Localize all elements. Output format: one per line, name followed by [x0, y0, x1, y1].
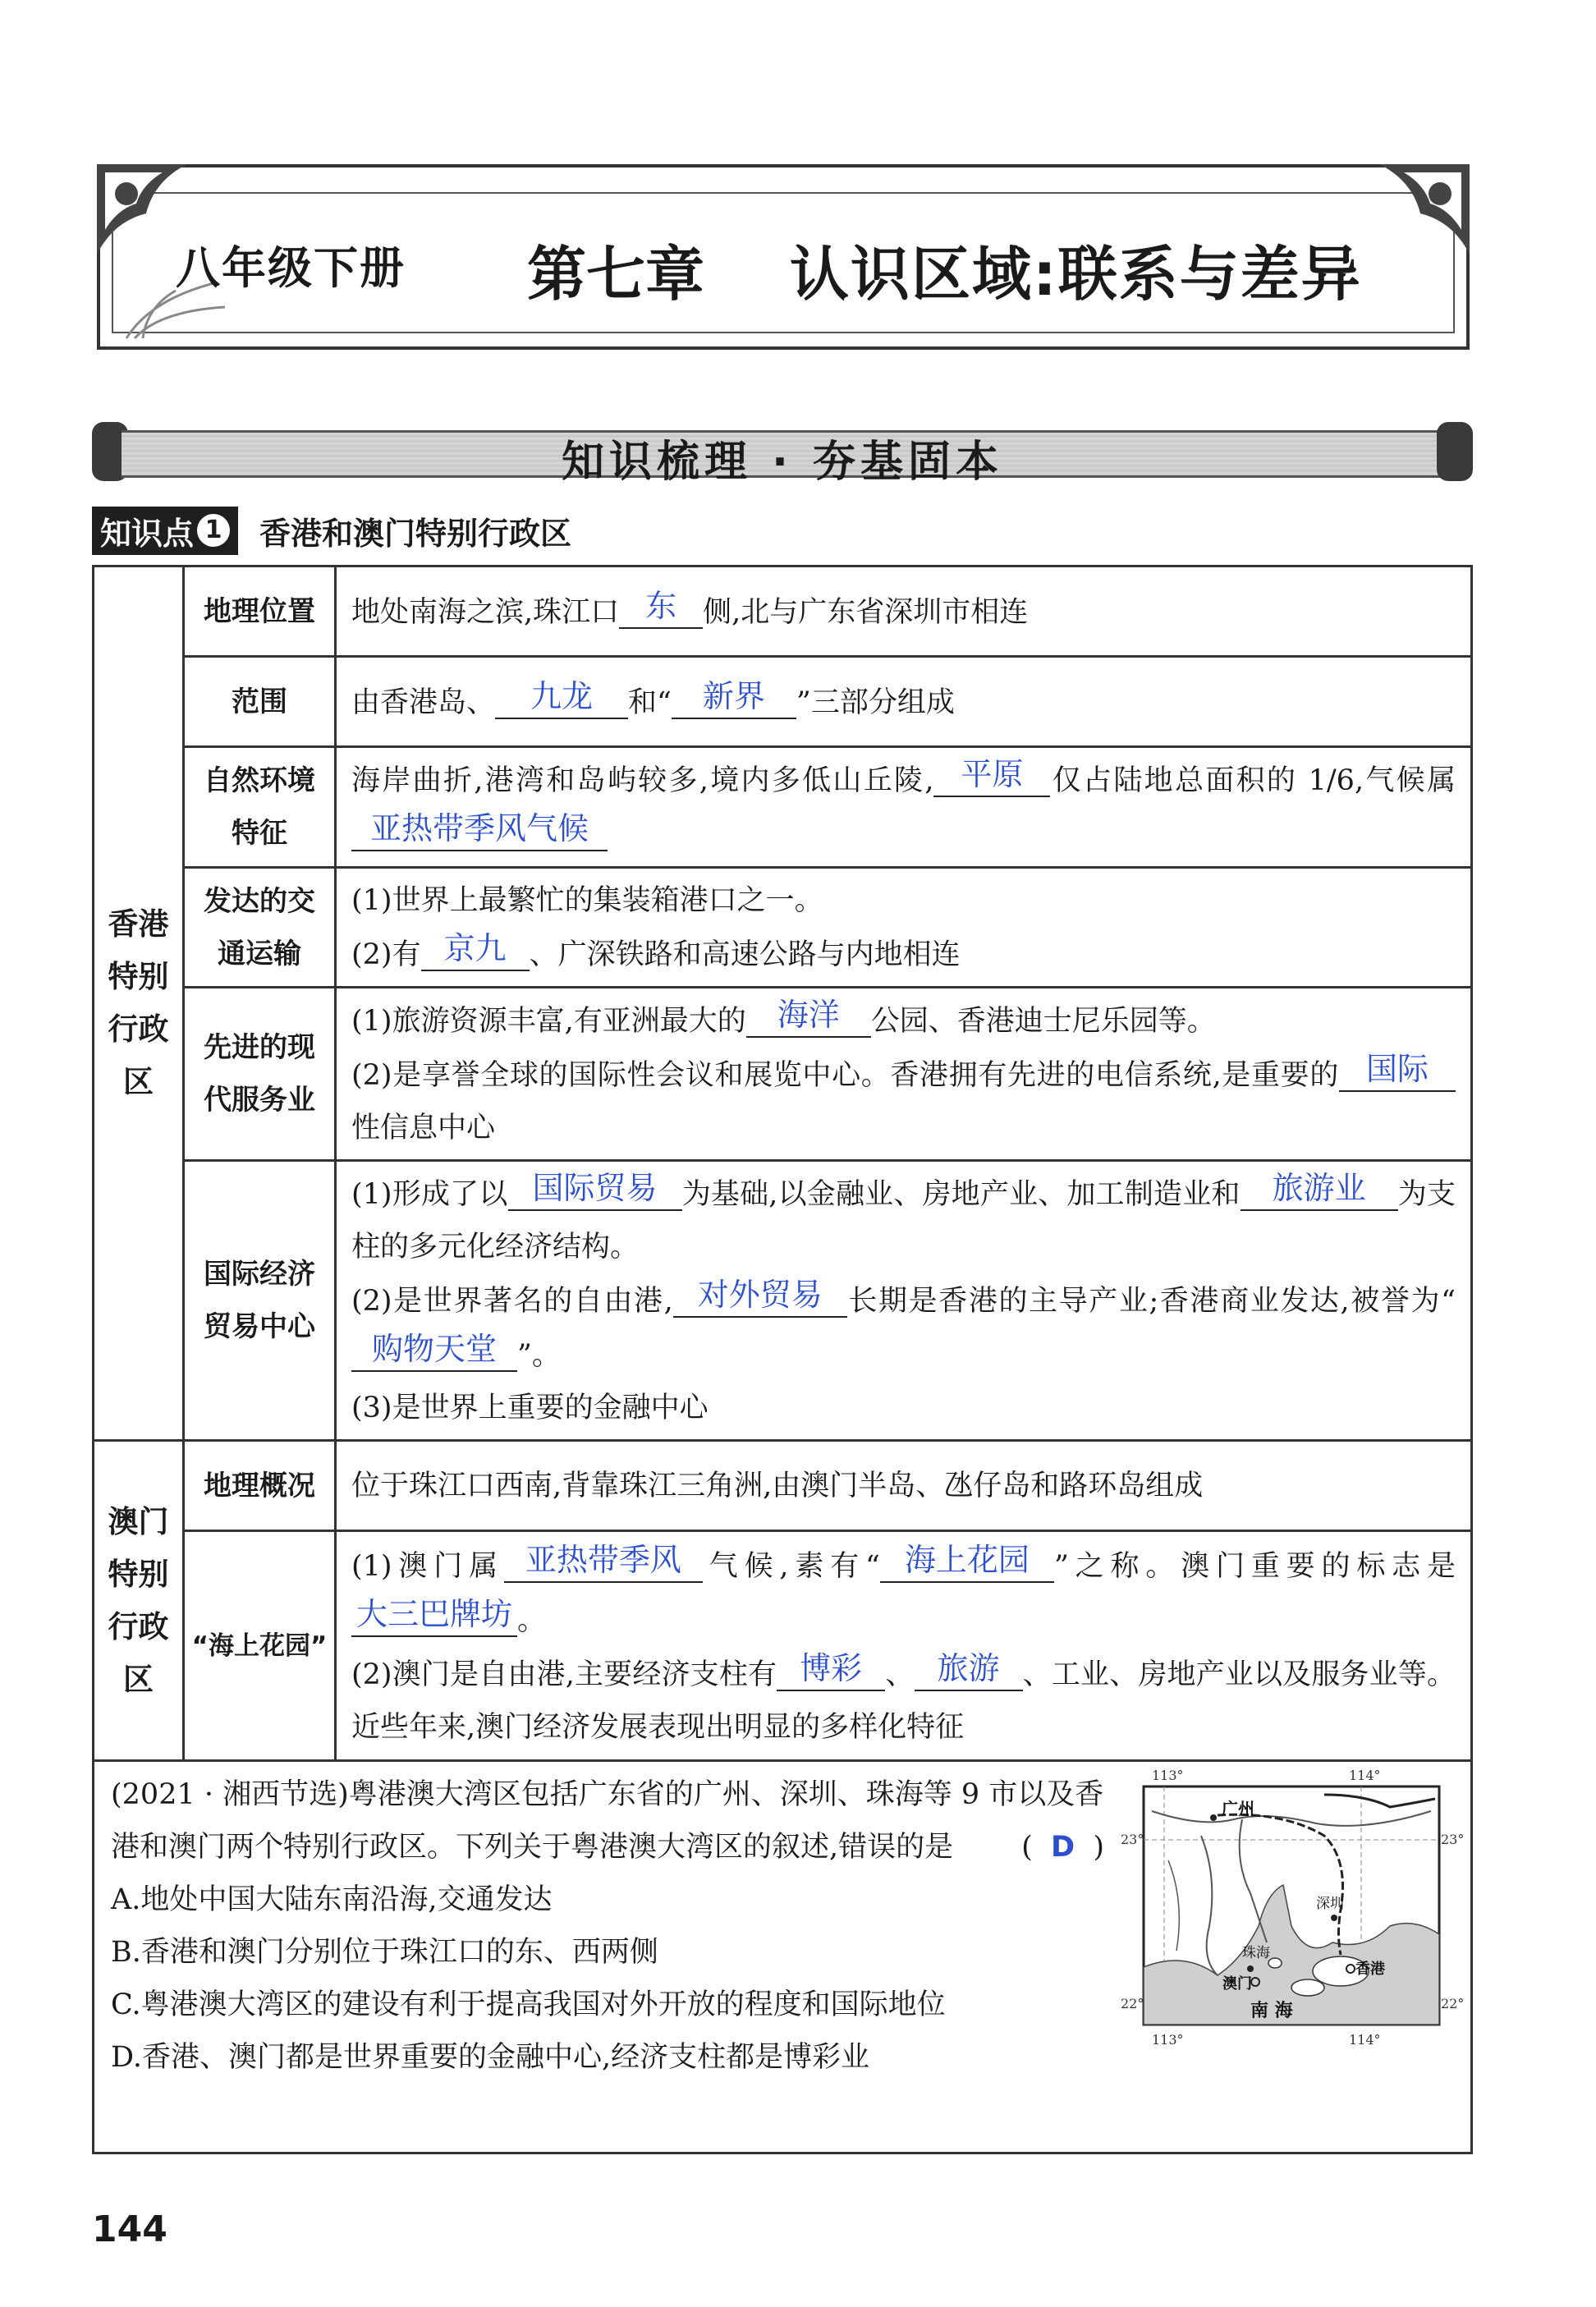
content-services: (1)旅游资源丰富,有亚洲最大的 海洋 公园、香港迪士尼乐园等。 (2)是享誉全球的国际性会议和展览中心。香港拥有先进的电信系统,是重要的 国际性信息中心 [336, 988, 1472, 1161]
topic-sea-garden: “海上花园” [184, 1531, 336, 1761]
knowledge-point-heading [92, 509, 571, 552]
city-dot [1331, 1915, 1337, 1921]
exercise-answer: D [1051, 1831, 1075, 1864]
topic-overview: 地理概况 [184, 1441, 336, 1531]
content-location: 地处南海之滨,珠江口 东 侧,北与广东省深圳市相连 [336, 566, 1472, 657]
content-transport: (1)世界上最繁忙的集装箱港口之一。 (2)有 京九 、广深铁路和高速公路与内地相连 [336, 868, 1472, 988]
map-lat-top: 23° [1121, 1832, 1144, 1847]
table-row [94, 1761, 1472, 2153]
answer-blank: 国际贸易 [508, 1167, 682, 1211]
map-city-guangzhou: 广州 [1222, 1799, 1254, 1819]
table-row [94, 747, 1472, 868]
map-lon-left-bottom: 113° [1152, 2032, 1184, 2048]
content-overview: 位于珠江口西南,背靠珠江三角洲,由澳门半岛、氹仔岛和路环岛组成 [336, 1441, 1472, 1531]
section-banner [89, 415, 1476, 486]
region-hongkong: 香港特别行政区 [94, 566, 184, 1441]
map-lon-left: 113° [1152, 1768, 1184, 1783]
knowledge-point-title: 香港和澳门特别行政区 [259, 515, 572, 552]
map-city-shenzhen: 深圳 [1316, 1896, 1344, 1912]
answer-blank: 平原 [933, 753, 1050, 797]
chapter-number: 第七章 [527, 240, 705, 309]
answer-blank: 购物天堂 [351, 1328, 517, 1372]
content-environment: 海岸曲折,港湾和岛屿较多,境内多低山丘陵, 平原 仅占陆地总面积的 1/6,气候属亚热带季风气候 [336, 747, 1472, 868]
answer-blank: 新界 [672, 675, 796, 719]
grade-label: 八年级下册 [176, 242, 406, 294]
map-island [1291, 1979, 1324, 1996]
map-lon-right-bottom: 114° [1349, 2032, 1381, 2048]
answer-blank: 旅游 [915, 1647, 1023, 1691]
topic-transport: 发达的交通运输 [184, 868, 336, 988]
map-city-hongkong: 香港 [1355, 1961, 1385, 1978]
content-trade: (1)形成了以 国际贸易 为基础,以金融业、房地产业、加工制造业和 旅游业 为支柱的多元化经济结构。 (2)是世界著名的自由港, 对外贸易 长期是香港的主导产业;香港商业发达,被誉为“购物天堂 ”。 (3)是世界上重要的金融中心 [336, 1161, 1472, 1441]
map-city-macau: 澳门 [1222, 1975, 1252, 1993]
map-lat-bottom-right: 22° [1441, 1996, 1464, 2011]
corner-ornament-icon [1371, 164, 1470, 263]
answer-blank: 京九 [421, 927, 530, 971]
answer-blank: 海洋 [746, 993, 871, 1038]
table-row [94, 657, 1472, 747]
topic-trade: 国际经济贸易中心 [184, 1161, 336, 1441]
exercise-text [111, 1768, 1104, 2084]
table-row [94, 868, 1472, 988]
map-island [1268, 1958, 1282, 1968]
answer-bracket: ( D ) [1021, 1831, 1104, 1864]
knowledge-point-badge [92, 507, 238, 555]
answer-blank: 东 [619, 585, 703, 629]
map-lat-bottom: 22° [1121, 1996, 1144, 2011]
greater-bay-area-map [1119, 1762, 1464, 2057]
map-lat-top-right: 23° [1441, 1832, 1464, 1847]
knowledge-table [92, 565, 1473, 2154]
answer-blank: 国际 [1339, 1048, 1456, 1092]
section-title: 知识梳理 · 夯基固本 [562, 438, 1003, 487]
topic-services: 先进的现代服务业 [184, 988, 336, 1161]
answer-blank: 旅游业 [1241, 1167, 1398, 1211]
map-city-zhuhai: 珠海 [1242, 1945, 1270, 1961]
option-b: B.香港和澳门分别位于珠江口的东、西两侧 [111, 1936, 658, 1969]
exercise-cell [94, 1761, 1472, 2153]
content-scope: 由香港岛、 九龙 和“ 新界 ”三部分组成 [336, 657, 1472, 747]
option-d: D.香港、澳门都是世界重要的金融中心,经济支柱都是博彩业 [111, 2041, 870, 2074]
answer-blank: 大三巴牌坊 [351, 1593, 517, 1637]
exercise-stem: (2021 · 湘西节选)粤港澳大湾区包括广东省的广州、深圳、珠海等 9 市以及香港和澳门两个特别行政区。下列关于粤港澳大湾区的叙述,错误的是 [111, 1778, 1104, 1864]
city-dot [1210, 1814, 1217, 1821]
badge-label: 知识点 [100, 515, 195, 552]
content-sea-garden: (1)澳门属 亚热带季风 气候,素有“ 海上花园 ”之称。澳门重要的标志是大三巴牌坊 。 (2)澳门是自由港,主要经济支柱有 博彩 、 旅游 、工业、房地产业以及服务业等。近些年来,澳门经济发展表现出明显的多样化特征 [336, 1531, 1472, 1761]
option-a: A.地处中国大陆东南沿海,交通发达 [111, 1883, 553, 1916]
answer-blank: 亚热带季风 [504, 1539, 703, 1583]
map-sea-label: 南 海 [1250, 2000, 1293, 2021]
table-row [94, 1531, 1472, 1761]
chapter-title: 认识区域:联系与差异 [790, 240, 1362, 309]
chapter-banner [97, 164, 1470, 350]
page-number: 144 [92, 2208, 167, 2250]
region-macau: 澳门特别行政区 [94, 1441, 184, 1761]
topic-environment: 自然环境特征 [184, 747, 336, 868]
topic-location: 地理位置 [184, 566, 336, 657]
answer-blank: 九龙 [495, 675, 628, 719]
city-dot [1247, 1965, 1254, 1972]
table-row [94, 566, 1472, 657]
table-row [94, 988, 1472, 1161]
table-row [94, 1161, 1472, 1441]
option-c: C.粤港澳大湾区的建设有利于提高我国对外开放的程度和国际地位 [111, 1988, 946, 2021]
answer-blank: 海上花园 [880, 1539, 1054, 1583]
table-row [94, 1441, 1472, 1531]
badge-number: 1 [197, 514, 230, 547]
answer-blank: 亚热带季风气候 [351, 807, 608, 851]
map-lon-right: 114° [1349, 1768, 1381, 1783]
topic-scope: 范围 [184, 657, 336, 747]
answer-blank: 博彩 [777, 1647, 885, 1691]
answer-blank: 对外贸易 [673, 1273, 847, 1318]
